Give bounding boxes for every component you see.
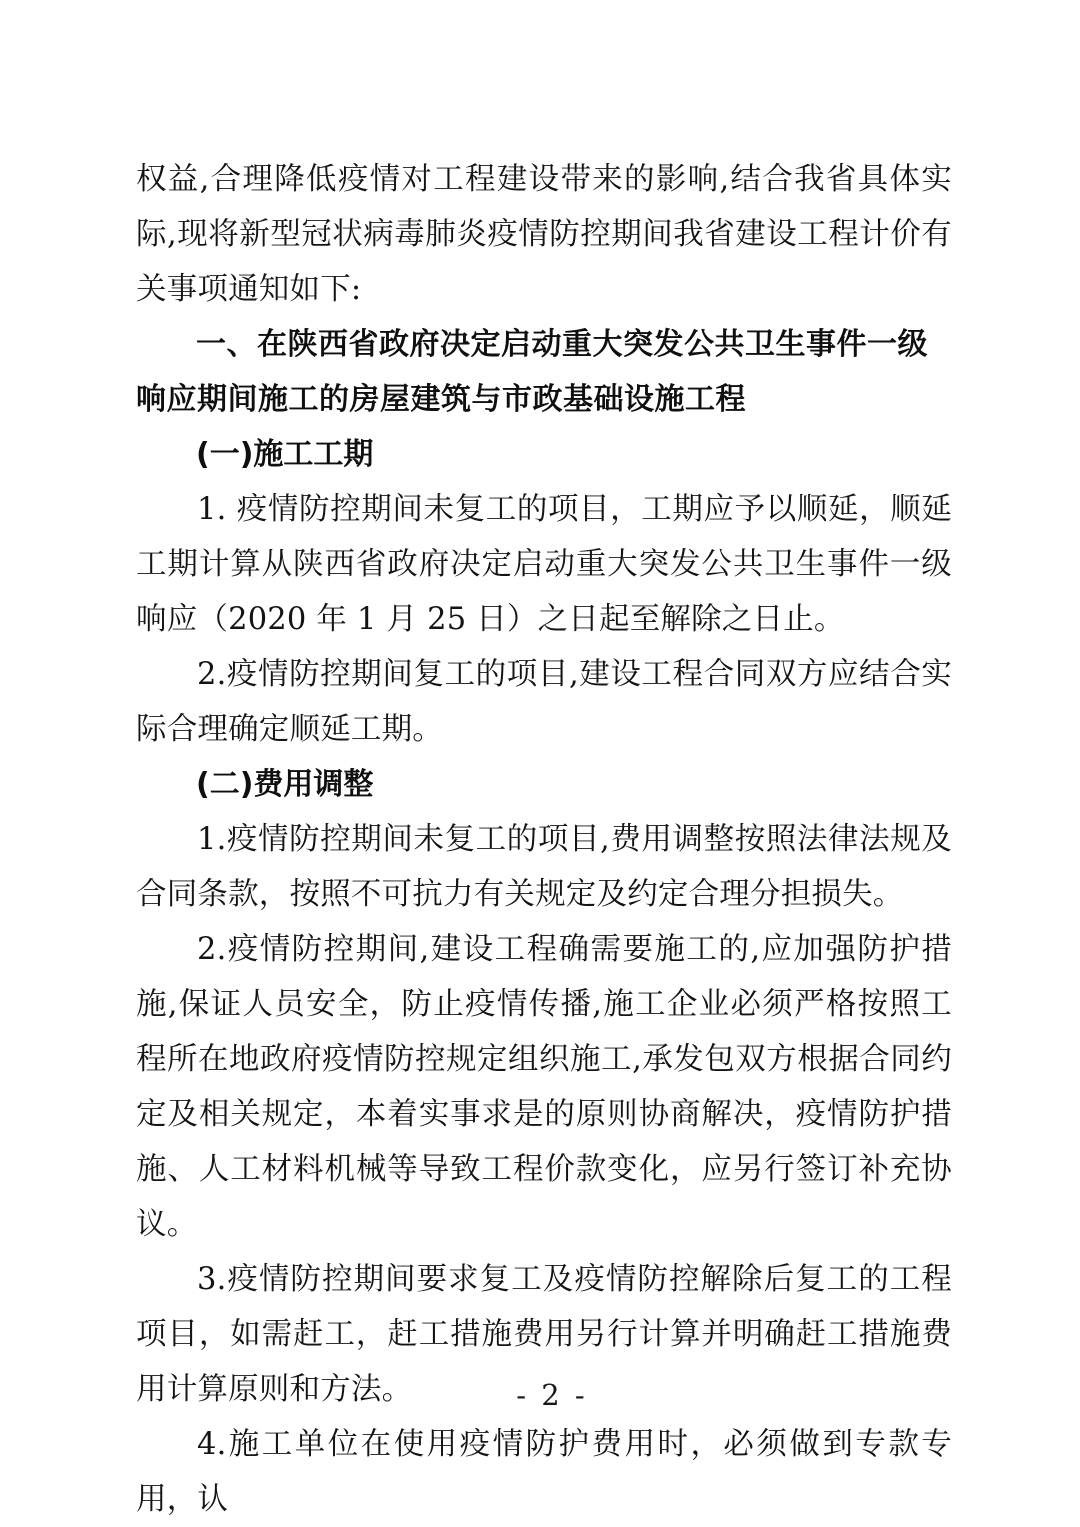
paragraph-opening: 权益,合理降低疫情对工程建设带来的影响,结合我省具体实际,现将新型冠状病毒肺炎疫情防控期间我省建设工程计价有关事项通知如下: bbox=[136, 162, 952, 307]
paragraph-1-1: 1. 疫情防控期间未复工的项目，工期应予以顺延，顺延工期计算从陕西省政府决定启动重大突发公共卫生事件一级响应（2020 年 1 月 25 日）之日起至解除之日止。 bbox=[136, 492, 952, 637]
subsection-heading-cost-adjustment: (二)费用调整 bbox=[196, 767, 374, 802]
document-body bbox=[136, 152, 952, 1527]
paragraph-2-4: 4.施工单位在使用疫情防护费用时，必须做到专款专用，认 bbox=[136, 1427, 952, 1517]
page-number: - 2 - bbox=[516, 1378, 588, 1412]
section-heading-one: 一、在陕西省政府决定启动重大突发公共卫生事件一级响应期间施工的房屋建筑与市政基础设施工程 bbox=[136, 327, 928, 417]
paragraph-2-1: 1.疫情防控期间未复工的项目,费用调整按照法律法规及合同条款，按照不可抗力有关规定及约定合理分担损失。 bbox=[136, 822, 952, 912]
subsection-heading-construction-period: (一)施工工期 bbox=[196, 437, 374, 472]
paragraph-1-2: 2.疫情防控期间复工的项目,建设工程合同双方应结合实际合理确定顺延工期。 bbox=[136, 657, 952, 747]
paragraph-2-2: 2.疫情防控期间,建设工程确需要施工的,应加强防护措施,保证人员安全，防止疫情传播,施工企业必须严格按照工程所在地政府疫情防控规定组织施工,承发包双方根据合同约定及相关规定，本着实事求是的原则协商解决，疫情防护措施、人工材料机械等导致工程价款变化，应另行签订补充协议。 bbox=[136, 932, 952, 1242]
paragraph-2-3: 3.疫情防控期间要求复工及疫情防控解除后复工的工程项目，如需赶工，赶工措施费用另行计算并明确赶工措施费用计算原则和方法。 bbox=[136, 1262, 952, 1407]
